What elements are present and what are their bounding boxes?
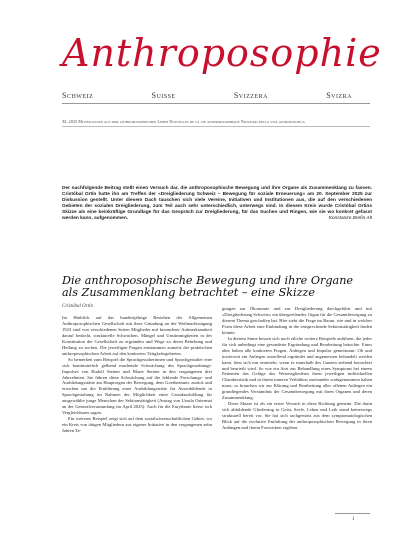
article-column-right xyxy=(222,306,372,431)
issue-line: XI–2025 Mitteilungen aus dem anthroposophischen Leben Nouvelles de la vie anthroposophique Notiziari della vita antroposofica xyxy=(62,119,305,124)
country-label: Svizzera xyxy=(233,91,268,100)
country-label: Suisse xyxy=(151,91,176,100)
country-label: Svizra xyxy=(326,91,352,100)
masthead-countries xyxy=(62,91,352,100)
issue-divider xyxy=(62,126,370,127)
article-paragraph: gungen zur Ökonomie und zur Dreigliederung durchgeführt und mit «Dreigliederung Schweiz» ein übergreifendes Organ für die Gesamtbewegung zu diesem Thema geschaffen hat. Hier steht die Frage im Raum, wie und in welcher Form diese Arbeit eine Einbindung in die entsprechende Sektionstätigkeit finden könnte. xyxy=(222,306,372,335)
footer-divider xyxy=(335,513,370,514)
article-title: Die anthroposophische Bewegung und ihre Organe als Zusammenklang betrachtet – eine Skizze xyxy=(62,274,354,300)
article-column-left xyxy=(62,315,212,434)
masthead-logo: Anthroposophie xyxy=(62,31,382,75)
page-number: 1 xyxy=(352,517,355,522)
article-paragraph: Im Hinblick auf das hundertjährige Bestehen der Allgemeinen Anthroposophischen Gesellschaft mit ihrer Gründung an der Weihnachtstagung 1923 sind von verschiedenen Seiten Mitglieder mit besonderer Aufmerksamkeit darauf bedacht, strukturelle Schwächen, Mängel und Unstimmigkeiten in der Konstitution der Gesellschaft zu ergründen und Wege zu deren Behebung und Heilung zu suchen. Die jeweiligen Fragen entstammen zumeist der praktischen anthroposophischen Arbeit auf den konkreten Tätigkeitsgebieten. xyxy=(62,315,212,356)
article-byline: Cristóbal Ortín xyxy=(62,304,93,309)
article-paragraph: So bemerken zum Beispiel die Sprachgestalterinnen und Sprachgestalter eine sich kontinuierlich gelbend machende Schwächung des Sprachgestaltungs-Impulses von Rudolf Steiner und Marie Steiner in den vergangenen drei Jahrzehnten. Sie führen diese Schwächung auf die fehlende Forschungs- und Ausbildungsstätte am Hauptorgan der Bewegung, dem Goetheanum, zurück und ersuchen um die Einführung einer Ausbildungsstätte für Auszubildende in Sprachgestaltung im Rahmen der Möglichkeit einer Grundausbildung für ausgewählte junge Menschen der Sektionstätigkeit (Antrag von Ursula Ostermai an der Generalversammlung im April 2025). Auch für die Eurythmie liesse sich Vergleichbares sagen. xyxy=(62,356,212,416)
country-label: Schweiz xyxy=(62,91,94,100)
intro-text: Der nachfolgende Beitrag stellt einen Versuch dar, die anthroposophische Bewegung und ihre Organe als Zusammenklang zu fassen. Cristóbal Ortín hatte ihn am Treffen der «Dreigliederung Schweiz – Bewegung für soziale Erneuerung» am 20. September 2025 zur Diskussion gestellt. Unter diesem Dach tauschen sich viele Vereine, Initiativen und Institutionen aus, die auf den verschiedenen Gebieten der sozialen Dreigliederung, zum Teil auch sehr unterschiedlich, unterwegs sind. In diesem Kreis wurde Cristóbal Ortins Skizze als eine keinkräftige Grundlage für das Gespräch zur Dreigliederung, für das Suchen und Ringen, wie sie wo konkret gefasst werden kann, aufgenommen. xyxy=(62,186,372,222)
article-paragraph: Diese Skizze ist als ein erster Versuch in diese Richtung gemeint. Die darin sich abbildende Gliederung in Geist, Seele, Leben und Leib stand keineswegs strukturell bereit vor. Sie hat sich sachgemäss aus dem symptomatologischen Blick auf die evolutive Entfaltung der anthroposophischen Bewegung in ihren Anfängen und ihrem Fortwirken ergeben. xyxy=(222,401,372,431)
article-paragraph: In diesem Sinne bessen sich noch etliche weitere Beispiele anführen, die jedes für sich unbedingt eine gesonderte Ergründung und Bearbeitung bräuchte. Eines aber haben alle konkreten Fragen, Anliegen und Impulse gemeinsam: Ob und inwieweit ein Anliegen zutreffend ergründet und angemessen behandelt werden kann, lässt sich nur ermitteln, wenn es innerhalb des Ganzen stehend betrachtet und beurteilt wird. So wie ein Arzt zur Behandlung eines Symptoms bei einem Patienten das Gefüge des Wesensgliederin ihren jeweiligen individuellen Charakteristik und in ihrem inneren Verhältnis zueinander wahrgenommen haben muss, so brauchen wir zur Klärung und Bearbeitung aller offenen Anliegen ein grundlegendes Verständnis der Gesamtbewegung mit ihren Organen und deren Zusammenklang. xyxy=(222,335,372,401)
intro-paragraph xyxy=(62,186,372,223)
intro-author: Konstanze Brefin Alt xyxy=(328,216,372,222)
masthead-divider xyxy=(62,103,370,104)
article-paragraph: Ein weiteres Beispiel zeigt sich auf dem sozialwissenschaftlichen Gebiet, wo ein Kreis von tätigen Mitgliedern aus eigener Initiative in den vergangenen zehn Jahren Ta- xyxy=(62,416,212,434)
